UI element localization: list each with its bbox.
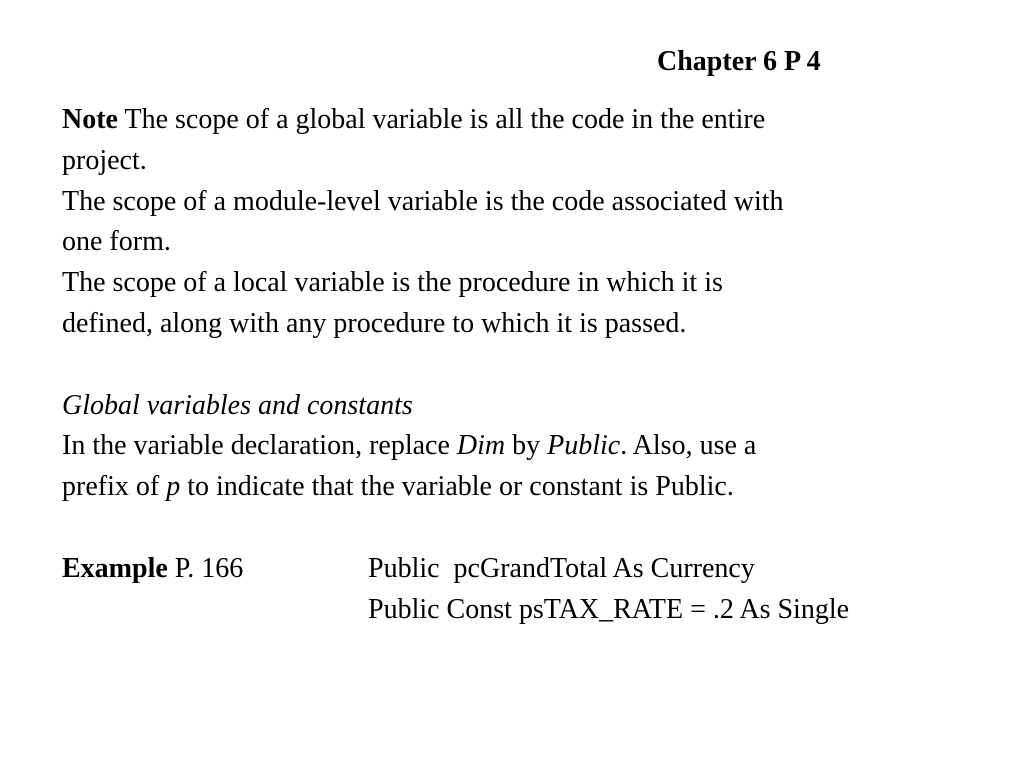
global-text-1b: by xyxy=(505,430,548,462)
global-section-heading: Global variables and constants xyxy=(62,389,413,421)
note-line-5: The scope of a local variable is the procedure in which it is xyxy=(62,267,723,299)
keyword-dim: Dim xyxy=(456,430,506,462)
chapter-page-title: Chapter 6 P 4 xyxy=(657,46,821,77)
note-line-3: The scope of a module-level variable is the code associated with xyxy=(62,185,784,217)
note-line-1 xyxy=(62,100,962,141)
example-label: Example xyxy=(62,552,168,584)
global-line-1 xyxy=(62,426,962,467)
slide-body xyxy=(62,100,962,630)
example-row-2 xyxy=(62,590,962,631)
global-line-2 xyxy=(62,467,962,508)
spacer xyxy=(62,345,962,386)
note-line-6: defined, along with any procedure to which it is passed. xyxy=(62,307,687,339)
global-text-2a: prefix of xyxy=(62,471,167,503)
example-code-line-1: Public pcGrandTotal As Currency xyxy=(368,552,755,584)
note-line-2: project. xyxy=(62,144,147,176)
keyword-public: Public xyxy=(547,430,621,462)
spacer xyxy=(62,508,962,549)
note-text-1: The scope of a global variable is all the code in the entire xyxy=(117,104,766,135)
global-text-2b: to indicate that the variable or constant is Public. xyxy=(180,471,734,503)
global-text-1c: . Also, use a xyxy=(620,430,757,462)
note-line-4: one form. xyxy=(62,226,171,258)
example-code-line-2: Public Const psTAX_RATE = .2 As Single xyxy=(368,593,850,625)
example-page-ref: P. 166 xyxy=(167,552,244,584)
example-row-1 xyxy=(62,549,962,590)
note-label: Note xyxy=(62,104,118,135)
example-heading xyxy=(62,549,243,590)
global-text-1a: In the variable declaration, replace xyxy=(62,430,457,462)
slide-header xyxy=(657,42,821,82)
prefix-p: p xyxy=(166,471,181,503)
